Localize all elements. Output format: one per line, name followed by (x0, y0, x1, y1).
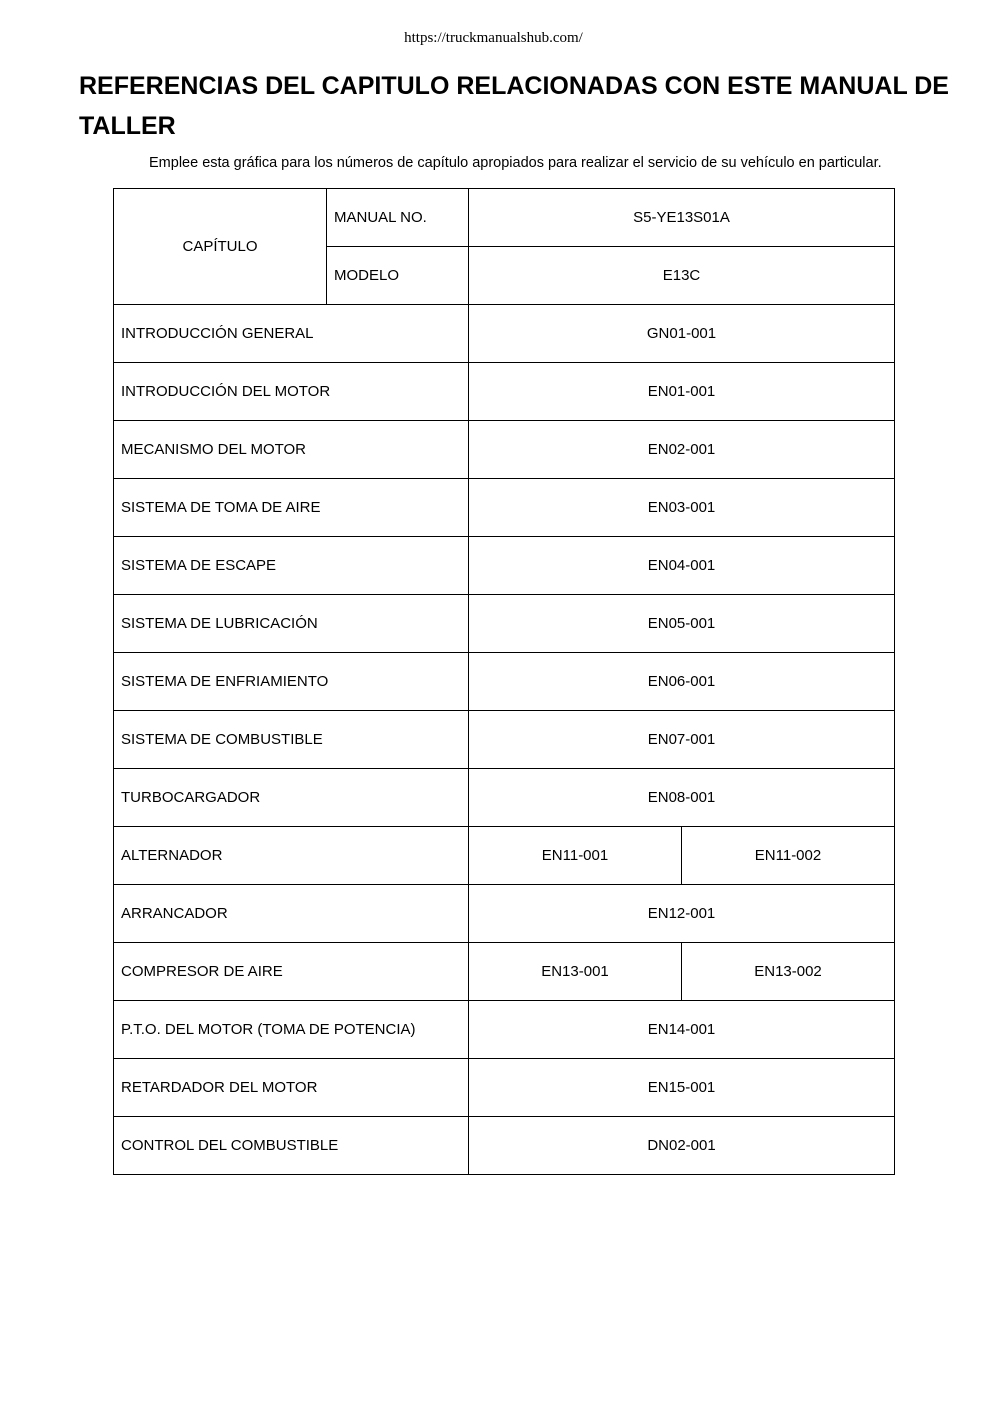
chapter-ref-cell: EN06-001 (469, 653, 895, 711)
chapter-name-cell: ALTERNADOR (114, 827, 469, 885)
capitulo-header-cell: CAPÍTULO (114, 189, 327, 305)
chapter-name-cell: P.T.O. DEL MOTOR (TOMA DE POTENCIA) (114, 1001, 469, 1059)
header-url: https://truckmanualshub.com/ (404, 30, 583, 46)
table-row (114, 1001, 895, 1059)
chapter-ref-cell: EN04-001 (469, 537, 895, 595)
table-row (114, 653, 895, 711)
chapter-ref-cell: EN11-002 (682, 827, 895, 885)
table-row (114, 827, 895, 885)
modelo-value-cell: E13C (469, 247, 895, 305)
table-row (114, 1117, 895, 1175)
table-row (114, 595, 895, 653)
chapter-ref-cell: EN14-001 (469, 1001, 895, 1059)
chapter-name-cell: RETARDADOR DEL MOTOR (114, 1059, 469, 1117)
chapter-ref-cell: EN15-001 (469, 1059, 895, 1117)
header-row-manual (114, 189, 895, 247)
chapter-name-cell: CONTROL DEL COMBUSTIBLE (114, 1117, 469, 1175)
chapter-reference-table (113, 188, 895, 1175)
manual-no-value-cell: S5-YE13S01A (469, 189, 895, 247)
chapter-name-cell: SISTEMA DE ENFRIAMIENTO (114, 653, 469, 711)
chapter-ref-cell: DN02-001 (469, 1117, 895, 1175)
chapter-ref-cell: EN08-001 (469, 769, 895, 827)
chapter-name-cell: INTRODUCCIÓN GENERAL (114, 305, 469, 363)
chapter-ref-cell: EN05-001 (469, 595, 895, 653)
chapter-ref-cell: EN02-001 (469, 421, 895, 479)
chapter-name-cell: COMPRESOR DE AIRE (114, 943, 469, 1001)
table-row (114, 1059, 895, 1117)
table-row (114, 363, 895, 421)
table-row (114, 305, 895, 363)
chapter-name-cell: SISTEMA DE COMBUSTIBLE (114, 711, 469, 769)
chapter-name-cell: SISTEMA DE TOMA DE AIRE (114, 479, 469, 537)
chapter-name-cell: MECANISMO DEL MOTOR (114, 421, 469, 479)
table-row (114, 885, 895, 943)
intro-text: Emplee esta gráfica para los números de capítulo apropiados para realizar el servicio de su vehículo en particular. (149, 155, 882, 171)
page-title: REFERENCIAS DEL CAPITULO RELACIONADAS CON ESTE MANUAL DE TALLER (79, 72, 949, 140)
table-row (114, 479, 895, 537)
table-row (114, 421, 895, 479)
chapter-ref-cell: GN01-001 (469, 305, 895, 363)
chapter-ref-cell: EN11-001 (469, 827, 682, 885)
chapter-ref-cell: EN13-002 (682, 943, 895, 1001)
chapter-name-cell: SISTEMA DE LUBRICACIÓN (114, 595, 469, 653)
table-row (114, 537, 895, 595)
chapter-name-cell: INTRODUCCIÓN DEL MOTOR (114, 363, 469, 421)
chapter-ref-cell: EN01-001 (469, 363, 895, 421)
table-row (114, 711, 895, 769)
chapter-ref-cell: EN13-001 (469, 943, 682, 1001)
chapter-ref-cell: EN07-001 (469, 711, 895, 769)
chapter-ref-cell: EN03-001 (469, 479, 895, 537)
chapter-name-cell: TURBOCARGADOR (114, 769, 469, 827)
manual-no-label-cell: MANUAL NO. (327, 189, 469, 247)
chapter-ref-cell: EN12-001 (469, 885, 895, 943)
table-row (114, 769, 895, 827)
modelo-label-cell: MODELO (327, 247, 469, 305)
table-row (114, 943, 895, 1001)
chapter-name-cell: ARRANCADOR (114, 885, 469, 943)
chapter-name-cell: SISTEMA DE ESCAPE (114, 537, 469, 595)
